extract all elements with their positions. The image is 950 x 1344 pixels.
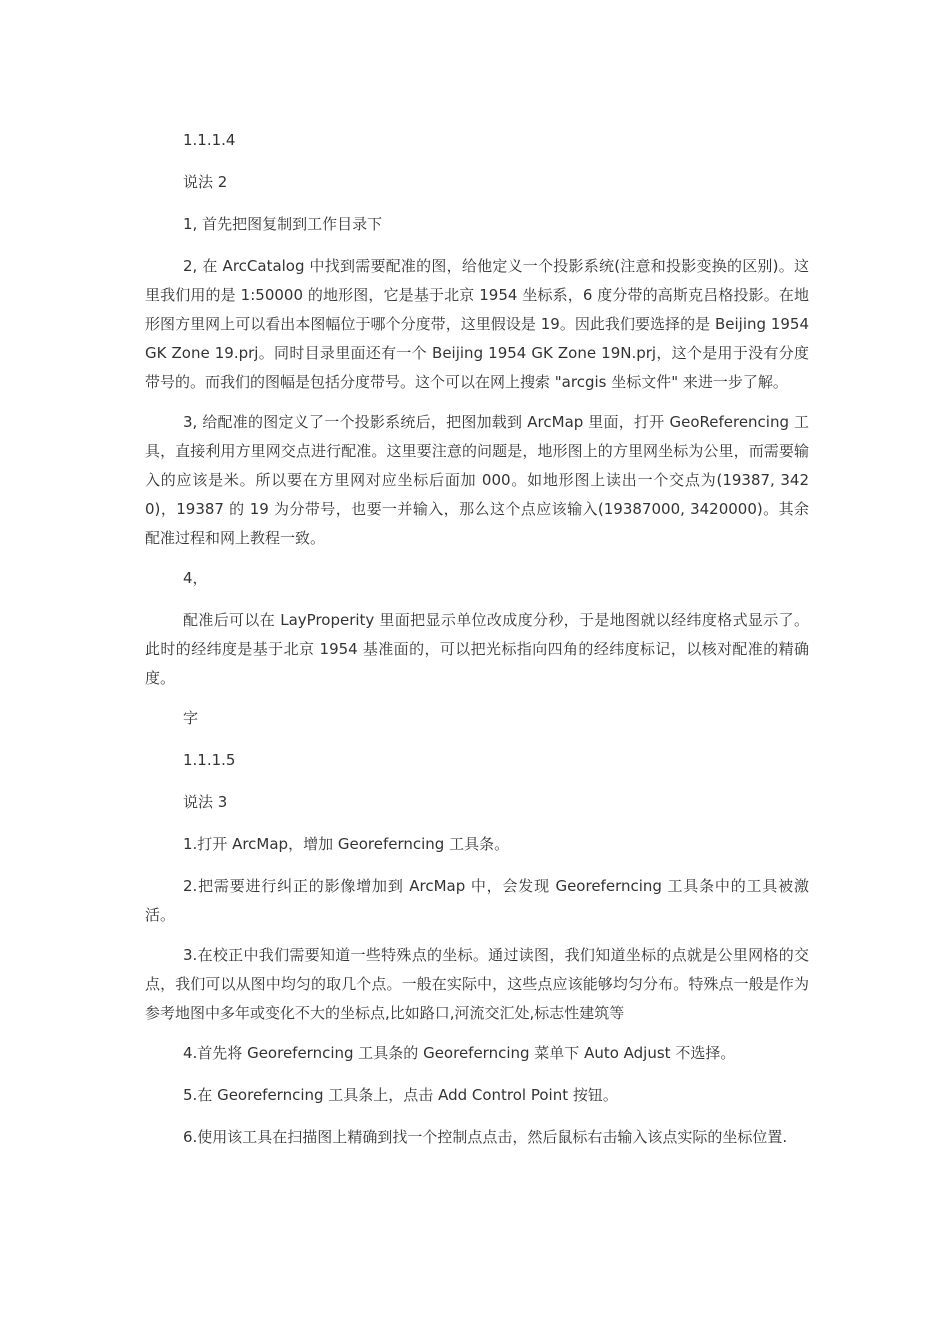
paragraph-step-2: 2, 在 ArcCatalog 中找到需要配准的图，给他定义一个投影系统(注意和投影变换的区别)。这里我们用的是 1:50000 的地形图，它是基于北京 1954 坐标系，6 度分带的高斯克吕格投影。在地形图方里网上可以看出本图幅位于哪个分度带，这里假设是 19。因此我们要选择的是 Beijing 1954 GK Zone 19.prj。同时目录里面还有一个 Beijing 1954 GK Zone 19N.prj，这个是用于没有分度带号的。而我们的图幅是包括分度带号。这个可以在网上搜索 "arcgis 坐标文件" 来进一步了解。 [145, 257, 809, 391]
section-number: 1.1.1.5 [183, 751, 236, 769]
paragraph-step-4-label: 4， [183, 569, 208, 587]
paragraph-item-5: 5.在 Georeferncing 工具条上，点击 Add Control Point 按钮。 [183, 1086, 618, 1104]
paragraph-step-4: 配准后可以在 LayProperity 里面把显示单位改成度分秒，于是地图就以经纬度格式显示了。此时的经纬度是基于北京 1954 基准面的，可以把光标指向四角的经纬度标记，以核对配准的精确度。 [145, 611, 809, 687]
section-number: 1.1.1.4 [183, 131, 236, 149]
paragraph-item-4: 4.首先将 Georeferncing 工具条的 Georeferncing 菜单下 Auto Adjust 不选择。 [183, 1044, 736, 1062]
paragraph-item-1: 1.打开 ArcMap，增加 Georeferncing 工具条。 [183, 835, 510, 853]
paragraph-item-6: 6.使用该工具在扫描图上精确到找一个控制点点击，然后鼠标右击输入该点实际的坐标位置. [183, 1128, 788, 1146]
section-title: 说法 2 [183, 173, 228, 191]
paragraph-step-3: 3, 给配准的图定义了一个投影系统后，把图加载到 ArcMap 里面，打开 GeoReferencing 工具，直接利用方里网交点进行配准。这里要注意的问题是，地形图上的方里网坐标为公里，而需要输入的应该是米。所以要在方里网对应坐标后面加 000。如地形图上读出一个交点为(19387, 3420)，19387 的 19 为分带号，也要一并输入，那么这个点应该输入(19387000, 3420000)。其余配准过程和网上教程一致。 [145, 413, 809, 547]
document-body [145, 126, 809, 1163]
section-title: 说法 3 [183, 793, 228, 811]
paragraph-step-1: 1, 首先把图复制到工作目录下 [183, 215, 383, 233]
paragraph-item-2: 2.把需要进行纠正的影像增加到 ArcMap 中，会发现 Georeferncing 工具条中的工具被激活。 [145, 877, 809, 924]
paragraph-char: 字 [183, 709, 199, 727]
paragraph-item-3: 3.在校正中我们需要知道一些特殊点的坐标。通过读图，我们知道坐标的点就是公里网格的交点，我们可以从图中均匀的取几个点。一般在实际中，这些点应该能够均匀分布。特殊点一般是作为参考地图中多年或变化不大的坐标点,比如路口,河流交汇处,标志性建筑等 [145, 946, 809, 1022]
